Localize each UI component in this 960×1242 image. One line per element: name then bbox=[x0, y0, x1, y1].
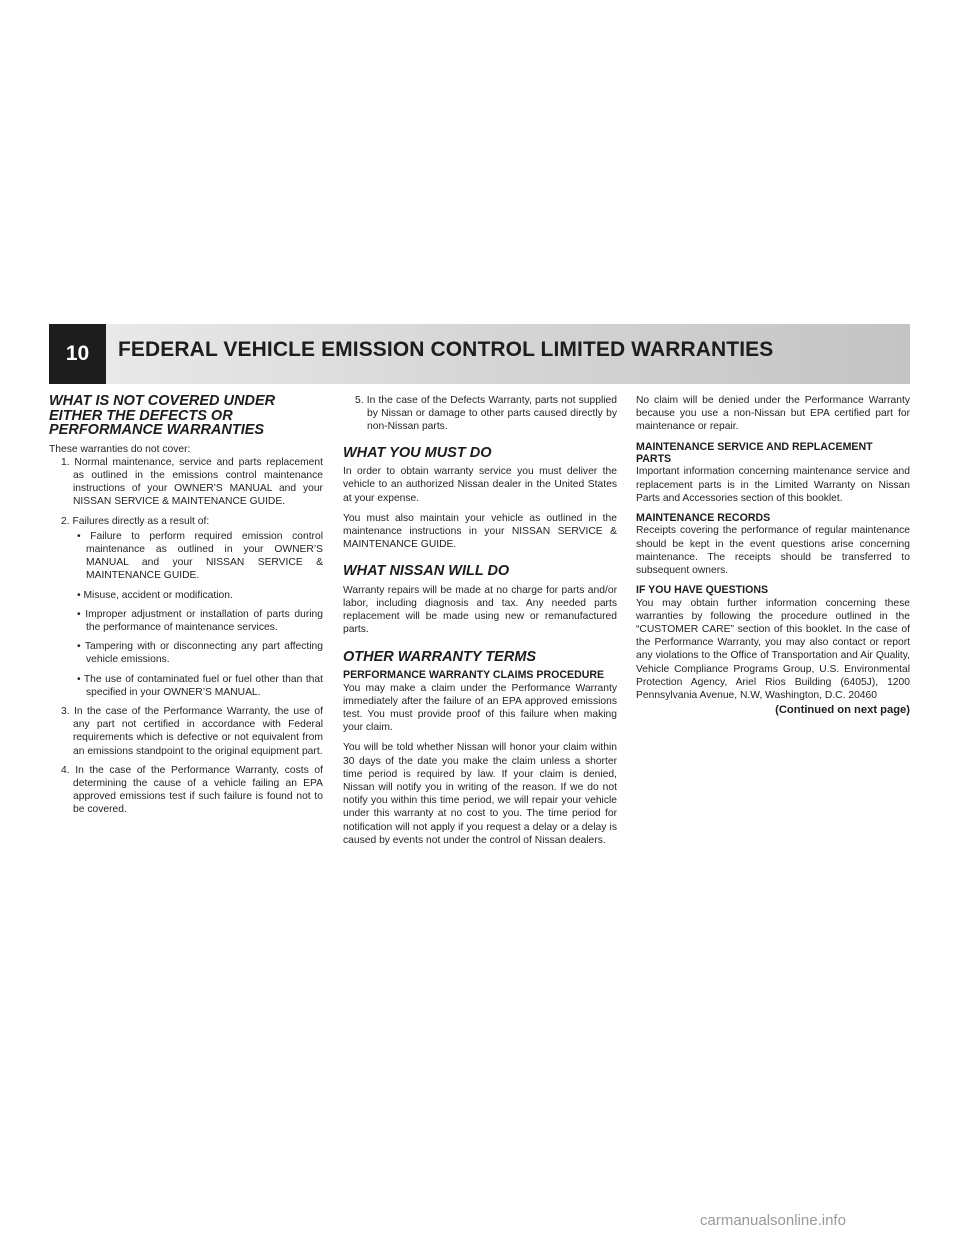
bullet-item: • Failure to perform required emission control maintenance as outlined in your OWNER’S MANUAL and your NISSAN SERVICE & MAINTENANCE GUIDE. bbox=[77, 530, 323, 582]
maintenance-parts-heading: MAINTENANCE SERVICE AND REPLACEMENT PARTS bbox=[636, 440, 873, 466]
bullet-item: • Improper adjustment or installation of parts during the performance of maintenance services. bbox=[77, 608, 323, 633]
not-covered-intro: These warranties do not cover: bbox=[49, 443, 191, 455]
column-middle bbox=[343, 394, 617, 854]
claims-paragraph-1: You may make a claim under the Performance Warranty immediately after the failure of an EPA approved emissions test. You must provide proof of this failure when making your claim. bbox=[343, 682, 617, 734]
not-covered-heading: WHAT IS NOT COVERED UNDER EITHER THE DEFECTS OR PERFORMANCE WARRANTIES bbox=[49, 393, 276, 438]
nissan-will-do-heading: WHAT NISSAN WILL DO bbox=[343, 563, 510, 580]
list-item-4: 4. In the case of the Performance Warranty, costs of determining the cause of a vehicle failing an EPA approved emissions test if such failure is found not to be covered. bbox=[61, 764, 323, 816]
list-item-2: 2. Failures directly as a result of: bbox=[61, 515, 210, 527]
column-left bbox=[49, 394, 323, 823]
watermark-text: carmanualsonline.info bbox=[700, 1212, 846, 1229]
questions-heading: IF YOU HAVE QUESTIONS bbox=[636, 584, 769, 597]
claims-paragraph-2: You will be told whether Nissan will honor your claim within 30 days of the date you make the claim unless a shorter time period is required by law. If your claim is denied, Nissan will notify you in writing of the reason. If we do not notify you within this time period, we will repair your vehicle under this warranty at no cost to you. The time period for notification will not apply if you request a delay or a delay is caused by events not under the control of Nissan dealers. bbox=[343, 742, 617, 846]
list-item-3: 3. In the case of the Performance Warranty, the use of any part not certified in accordance with Federal requirements which is defective or not equivalent from an emissions standpoint to the original equipment part. bbox=[61, 705, 323, 757]
section-title: FEDERAL VEHICLE EMISSION CONTROL LIMITED WARRANTIES bbox=[118, 338, 774, 361]
page-number: 10 bbox=[49, 324, 106, 384]
bullet-item: • The use of contaminated fuel or fuel other than that specified in your OWNER’S MANUAL. bbox=[77, 673, 323, 698]
must-do-paragraph-2: You must also maintain your vehicle as outlined in the maintenance instructions in your NISSAN SERVICE & MAINTENANCE GUIDE. bbox=[343, 512, 617, 551]
list-item-5: 5. In the case of the Defects Warranty, parts not supplied by Nissan or damage to other parts caused directly by non-Nissan parts. bbox=[355, 395, 617, 433]
bullet-item: • Tampering with or disconnecting any part affecting vehicle emissions. bbox=[77, 641, 323, 666]
maintenance-records-paragraph: Receipts covering the performance of regular maintenance should be kept in the event questions arise concerning maintenance. The receipts should be transferred to subsequent owners. bbox=[636, 525, 910, 577]
bullet-item: • Misuse, accident or modification. bbox=[77, 589, 233, 601]
continued-label: (Continued on next page) bbox=[775, 704, 910, 717]
must-do-heading: WHAT YOU MUST DO bbox=[343, 444, 492, 461]
column-right bbox=[636, 394, 910, 717]
list-item-1: 1. Normal maintenance, service and parts replacement as outlined in the emissions control maintenance instructions of your OWNER’S MANUAL and your NISSAN SERVICE & MAINTENANCE GUIDE. bbox=[61, 456, 323, 508]
other-terms-heading: OTHER WARRANTY TERMS bbox=[343, 648, 537, 665]
claims-procedure-heading: PERFORMANCE WARRANTY CLAIMS PROCEDURE bbox=[343, 669, 605, 682]
nissan-will-do-paragraph: Warranty repairs will be made at no charge for parts and/or labor, including diagnosis and tax. Any needed parts replacement will be made using new or remanufactured parts. bbox=[343, 584, 617, 636]
questions-paragraph: You may obtain further information concerning these warranties by following the procedure outlined in the “CUSTOMER CARE” section of this booklet. In the case of the Performance Warranty, you may also contact or report any violations to the Office of Transportation and Air Quality, Vehicle Compliance Programs Group, U.S. Environmental Protection Agency, Ariel Rios Building (6405J), 1200 Pennsylvania Avenue, N.W, Washington, D.C. 20460 bbox=[636, 597, 910, 702]
maintenance-parts-paragraph: Important information concerning maintenance service and replacement parts is in the Limited Warranty on Nissan Parts and Accessories section of this booklet. bbox=[636, 466, 910, 504]
no-claim-denied-paragraph: No claim will be denied under the Performance Warranty because you use a non-Nissan but EPA certified part for maintenance or repair. bbox=[636, 395, 910, 433]
maintenance-records-heading: MAINTENANCE RECORDS bbox=[636, 512, 771, 525]
must-do-paragraph-1: In order to obtain warranty service you must deliver the vehicle to an authorized Nissan dealer in the United States at your expense. bbox=[343, 466, 617, 504]
